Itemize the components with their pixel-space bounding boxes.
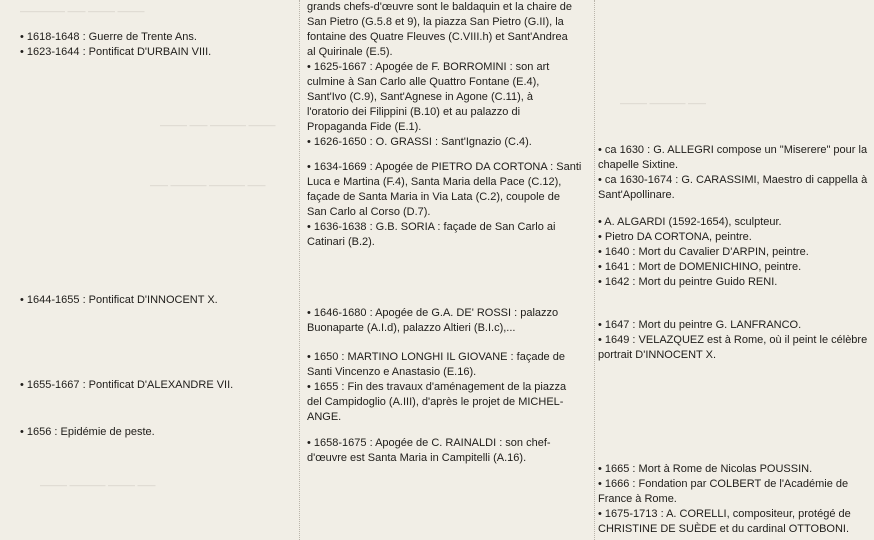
show-through-marks: ——— ———— ——— —— bbox=[40, 480, 156, 490]
text-line: • 1646-1680 : Apogée de G.A. DE' ROSSI : palazzo bbox=[307, 307, 559, 319]
text-line: • 1666 : Fondation par COLBERT de l'Académie de bbox=[598, 478, 849, 490]
text-line: • 1649 : VELAZQUEZ est à Rome, où il peint le célèbre bbox=[598, 334, 868, 346]
text-line: façade de Santa Maria in Via Lata (C.2), coupole de bbox=[307, 191, 560, 203]
text-line: • 1647 : Mort du peintre G. LANFRANCO. bbox=[598, 319, 802, 331]
text-line: • 1641 : Mort de DOMENICHINO, peintre. bbox=[598, 261, 802, 273]
text-line: • 1655-1667 : Pontificat D'ALEXANDRE VII. bbox=[20, 379, 234, 391]
arts-column bbox=[598, 0, 870, 540]
text-line: • ca 1630-1674 : G. CARASSIMI, Maestro di cappella à bbox=[598, 174, 868, 186]
column-divider-left bbox=[299, 0, 300, 540]
show-through-marks: ————— —— ——— ——— bbox=[20, 6, 145, 16]
text-line: Luca e Martina (F.4), Santa Maria della Pace (C.12), bbox=[307, 176, 562, 188]
text-line: • 1656 : Epidémie de peste. bbox=[20, 426, 155, 438]
politics-entry bbox=[20, 425, 155, 440]
text-line: • 1655 : Fin des travaux d'aménagement de la piazza bbox=[307, 381, 567, 393]
text-line: San Pietro (G.5.8 et 9), la piazza San Pietro (G.II), la bbox=[307, 16, 564, 28]
architecture-entry bbox=[307, 160, 581, 250]
text-line: • 1625-1667 : Apogée de F. BORROMINI : son art bbox=[307, 61, 550, 73]
text-line: • 1665 : Mort à Rome de Nicolas POUSSIN. bbox=[598, 463, 813, 475]
text-line: San Carlo al Corso (D.7). bbox=[307, 206, 431, 218]
architecture-entry bbox=[307, 306, 558, 336]
text-line: • 1634-1669 : Apogée de PIETRO DA CORTONA : Santi bbox=[307, 161, 582, 173]
politics-entry bbox=[20, 293, 218, 308]
text-line: culmine à San Carlo alle Quattro Fontane (E.4), bbox=[307, 76, 540, 88]
text-line: ANGE. bbox=[307, 411, 342, 423]
architecture-entry bbox=[307, 436, 551, 466]
text-line: chapelle Sixtine. bbox=[598, 159, 679, 171]
arts-entry bbox=[598, 462, 851, 537]
text-line: l'oratorio dei Filippini (B.10) et au palazzo di bbox=[307, 106, 521, 118]
text-line: • 1642 : Mort du peintre Guido RENI. bbox=[598, 276, 778, 288]
text-line: Propaganda Fide (E.1). bbox=[307, 121, 422, 133]
text-line: • A. ALGARDI (1592-1654), sculpteur. bbox=[598, 216, 782, 228]
arts-entry bbox=[598, 143, 867, 203]
text-line: • 1623-1644 : Pontificat D'URBAIN VIII. bbox=[20, 46, 212, 58]
text-line: grands chefs-d'œuvre sont le baldaquin et la chaire de bbox=[307, 1, 573, 13]
show-through-marks: ——— ———— —— bbox=[620, 98, 707, 108]
text-line: • 1658-1675 : Apogée de C. RAINALDI : son chef- bbox=[307, 437, 551, 449]
architecture-entry bbox=[307, 350, 566, 425]
text-line: portrait D'INNOCENT X. bbox=[598, 349, 717, 361]
arts-entry bbox=[598, 215, 809, 290]
text-line: Sant'Apollinare. bbox=[598, 189, 675, 201]
arts-entry bbox=[598, 318, 867, 363]
politics-column bbox=[20, 0, 295, 540]
text-line: fontaine des Quatre Fleuves (C.VIII.h) et Sant'Andrea bbox=[307, 31, 568, 43]
text-line: • 1636-1638 : G.B. SORIA : façade de San Carlo ai bbox=[307, 221, 556, 233]
text-line: Santi Vincenzo e Anastasio (E.16). bbox=[307, 366, 477, 378]
architecture-column bbox=[307, 0, 590, 540]
text-line: Sant'Ivo (C.9), Sant'Agnese in Agone (C.11), à bbox=[307, 91, 533, 103]
show-through-marks: ——— —— ———— ——— bbox=[160, 120, 276, 130]
show-through-marks: —— ———— ———— —— bbox=[150, 180, 266, 190]
politics-entry bbox=[20, 30, 211, 60]
text-line: al Quirinale (E.5). bbox=[307, 46, 393, 58]
architecture-entry bbox=[307, 0, 572, 150]
text-line: d'œuvre est Santa Maria in Campitelli (A.16). bbox=[307, 452, 527, 464]
text-line: France à Rome. bbox=[598, 493, 677, 505]
text-line: • 1618-1648 : Guerre de Trente Ans. bbox=[20, 31, 197, 43]
text-line: Catinari (B.2). bbox=[307, 236, 375, 248]
text-line: • Pietro DA CORTONA, peintre. bbox=[598, 231, 752, 243]
text-line: del Campidoglio (A.III), d'après le projet de MICHEL- bbox=[307, 396, 564, 408]
text-line: • ca 1630 : G. ALLEGRI compose un "Miserere" pour la bbox=[598, 144, 868, 156]
text-line: • 1644-1655 : Pontificat D'INNOCENT X. bbox=[20, 294, 218, 306]
politics-entry bbox=[20, 378, 233, 393]
text-line: • 1675-1713 : A. CORELLI, compositeur, protégé de bbox=[598, 508, 851, 520]
text-line: • 1626-1650 : O. GRASSI : Sant'Ignazio (C.4). bbox=[307, 136, 532, 148]
text-line: • 1650 : MARTINO LONGHI IL GIOVANE : façade de bbox=[307, 351, 565, 363]
column-divider-right bbox=[594, 0, 595, 540]
text-line: Buonaparte (A.I.d), palazzo Altieri (B.I.c),... bbox=[307, 322, 516, 334]
text-line: CHRISTINE DE SUÈDE et du cardinal OTTOBONI. bbox=[598, 523, 850, 535]
text-line: • 1640 : Mort du Cavalier D'ARPIN, peintre. bbox=[598, 246, 809, 258]
